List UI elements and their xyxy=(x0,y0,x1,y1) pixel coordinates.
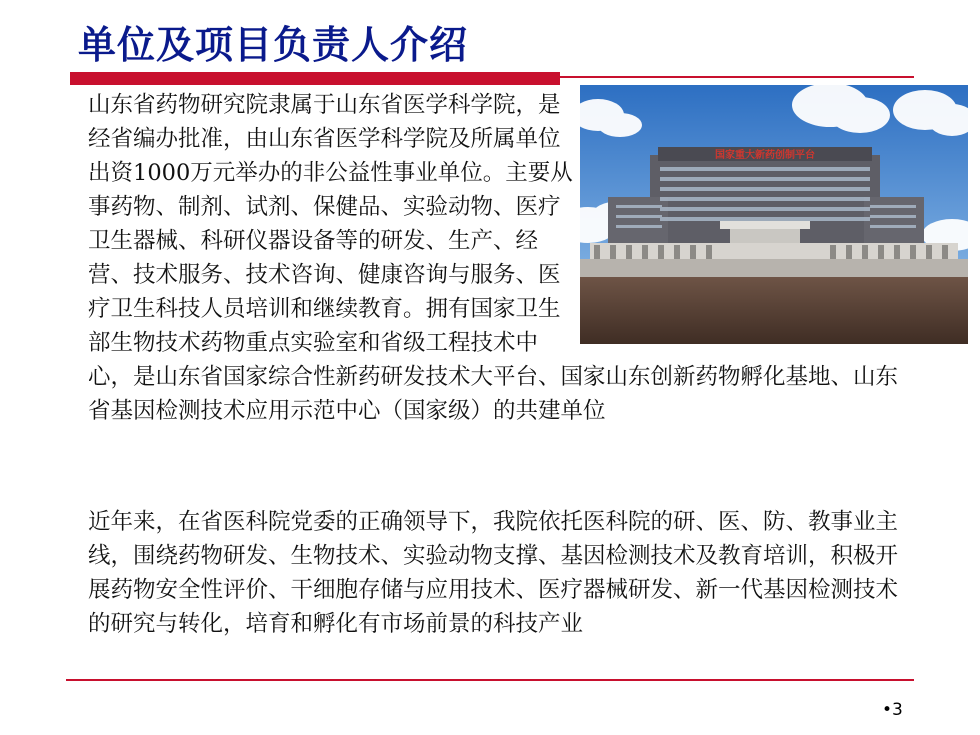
intro-paragraph-text: 山东省药物研究院隶属于山东省医学科学院，是经省编办批准，由山东省医学科学院及所属单位出资1000万元举办的非公益性事业单位。主要从事药物、制剂、试剂、保健品、实验动物、医疗卫生器械、科研仪器设备等的研发、生产、经营、技术服务、技术咨询、健康咨询与服务、医疗卫生科技人员培训和继续教育。拥有国家卫生部生物技术药物重点实验室和省级工程技术中心，是山东省国家综合性新药研发技术大平台、国家山东创新药物孵化基地、山东省基因检测技术应用示范中心（国家级）的共建单位 xyxy=(88,92,899,424)
title-underline-thin xyxy=(560,76,914,78)
page-number: •3 xyxy=(882,700,903,720)
building-illustration xyxy=(580,85,968,344)
plaza xyxy=(580,259,968,277)
slide-title: 单位及项目负责人介绍 xyxy=(78,23,469,67)
ground xyxy=(580,277,968,344)
footer-divider xyxy=(66,679,914,681)
title-underline-bar xyxy=(70,72,560,85)
institute-building-photo xyxy=(580,85,968,344)
building-sign-text: 国家重大新药创制平台 xyxy=(715,150,815,161)
recent-development-paragraph: 近年来，在省医科院党委的正确领导下，我院依托医科院的研、医、防、教事业主线，围绕药物研发、生物技术、实验动物支撑、基因检测技术及教育培训，积极开展药物安全性评价、干细胞存储与应用技术、医疗器械研发、新一代基因检测技术的研究与转化，培育和孵化有市场前景的科技产业 xyxy=(88,509,899,637)
